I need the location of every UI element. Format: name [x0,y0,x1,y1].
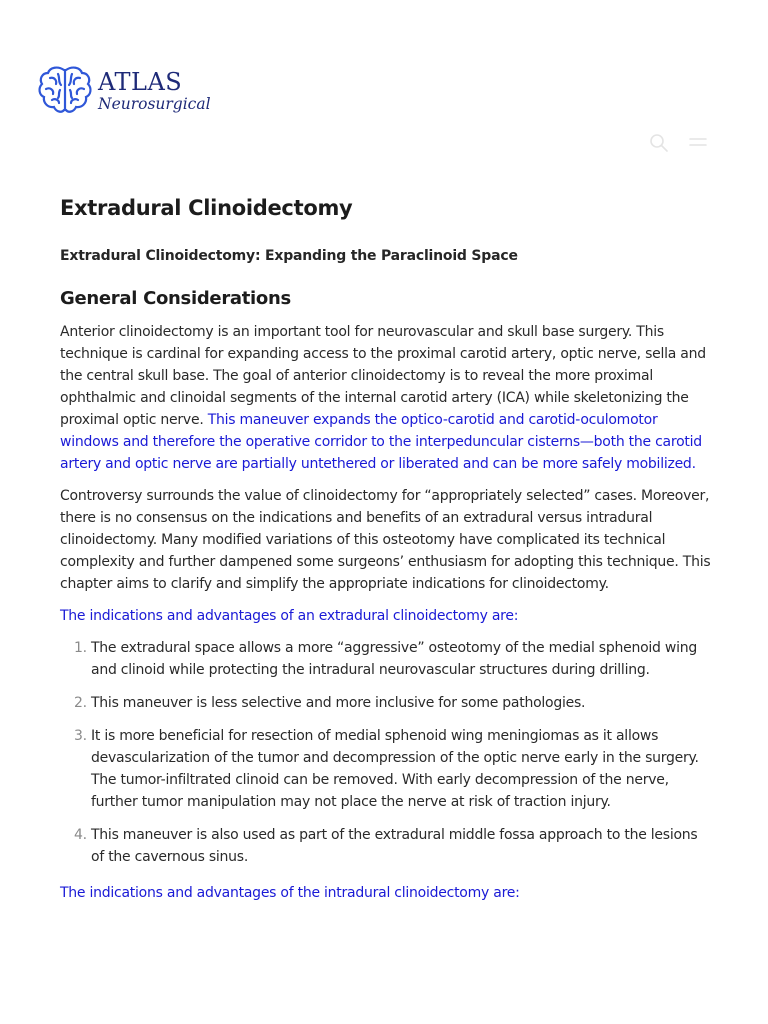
list-item: 2. This maneuver is less selective and more inclusive for some pathologies. [91,692,712,714]
section-heading: General Considerations [60,288,291,309]
logo-title: ATLAS [98,67,183,96]
search-icon [649,133,669,153]
intradural-indications-heading [60,882,712,904]
article-subtitle: Extradural Clinoidectomy: Expanding the Paraclinoid Space [60,248,518,264]
brain-logo-icon [36,62,94,118]
paragraph-intro-text: Anterior clinoidectomy is an important tool for neurovascular and skull base surgery. This technique is cardinal for expanding access to the proximal carotid artery, optic nerve, sella and the central skull base. The goal of anterior clinoidectomy is to reveal the more proximal ophthalmic and clinoidal segments of the internal carotid artery (ICA) while skeletonizing the proximal optic nerve. [60,324,706,428]
extradural-indications-link[interactable]: The indications and advantages of an extradural clinoidectomy are: [60,608,519,624]
logo-text [98,68,211,113]
atlas-logo-link[interactable] [36,62,211,118]
paragraph-controversy: Controversy surrounds the value of clinoidectomy for “appropriately selected” cases. Moreover, there is no consensus on the indications and benefits of an extradural versus intradural clinoidectomy. Many modified variations of this osteotomy have complicated its technical complexity and further dampened some surgeons’ enthusiasm for adopting this technique. This chapter aims to clarify and simplify the appropriate indications for clinoidectomy. [60,488,711,592]
search-button[interactable] [648,133,670,153]
extradural-indications-list [60,637,712,868]
intro-link[interactable]: This maneuver expands the optico-carotid and carotid-oculomotor windows and therefore the operative corridor to the interpeduncular cisterns—both the carotid artery and optic nerve are partially untethered or liberated and can be more safely mobilized. [60,412,702,472]
site-header [0,0,768,170]
extradural-indications-heading [60,605,712,627]
menu-button[interactable] [686,133,710,153]
list-item: 4. This maneuver is also used as part of the extradural middle fossa approach to the lesions of the cavernous sinus. [91,824,712,868]
article-content [60,196,712,914]
page-title: Extradural Clinoidectomy [60,196,353,220]
paragraph-intro [60,321,712,475]
list-item: 3. It is more beneficial for resection of medial sphenoid wing meningiomas as it allows devascularization of the tumor and decompression of the optic nerve early in the surgery. The tumor-infiltrated clinoid can be removed. With early decompression of the nerve, further tumor manipulation may not place the nerve at risk of traction injury. [91,725,712,813]
intradural-indications-link[interactable]: The indications and advantages of the intradural clinoidectomy are: [60,885,520,901]
hamburger-menu-icon [687,133,709,153]
logo-subtitle: Neurosurgical [98,94,211,113]
list-item: 1. The extradural space allows a more “aggressive” osteotomy of the medial sphenoid wing and clinoid while protecting the intradural neurovascular structures during drilling. [91,637,712,681]
